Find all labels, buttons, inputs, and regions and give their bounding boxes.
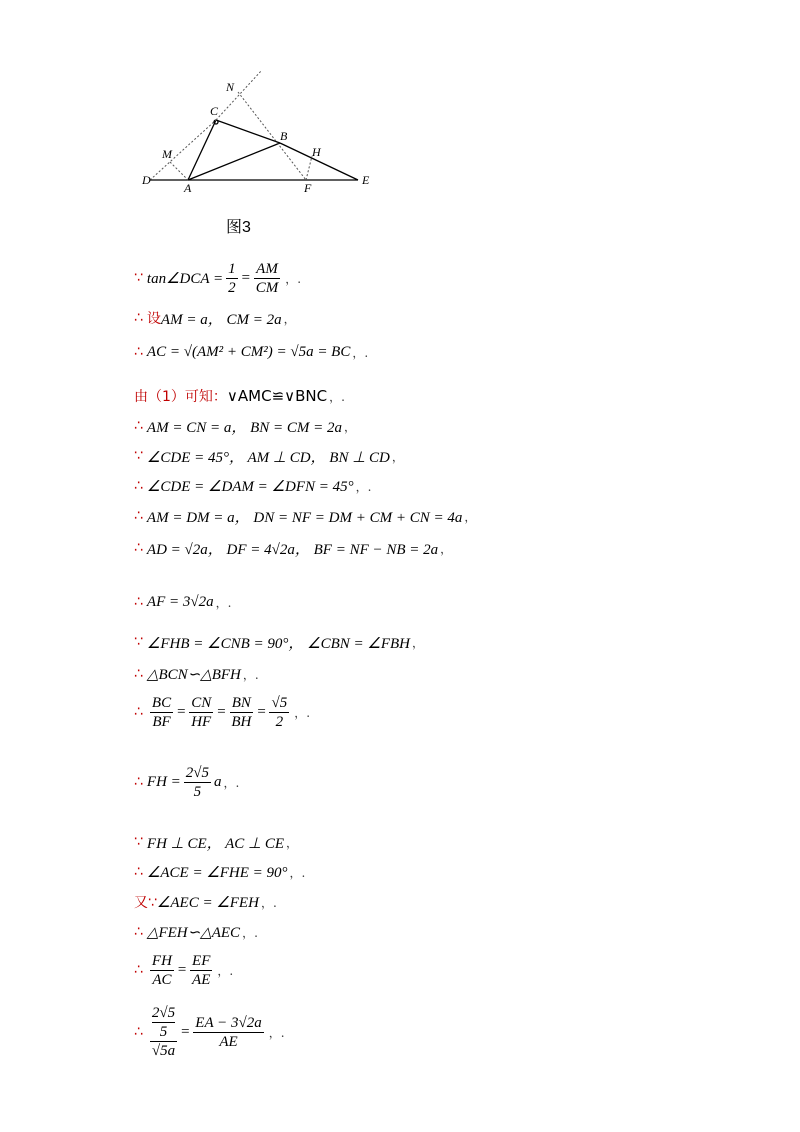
line-AB (188, 143, 280, 180)
step-14: ∴ FH = $\frac{2√5}{5}$ a ，. (134, 764, 240, 800)
label-B: B (280, 129, 288, 143)
label-C: C (210, 104, 219, 118)
step-5: ∴ AM = CN = a， BN = CM = 2a ， (134, 418, 357, 436)
label-N: N (226, 80, 235, 94)
step-15: ∵ FH ⊥ CE， AC ⊥ CE ， (134, 834, 299, 852)
step-9: ∴ AD = √2a， DF = 4√2a， BF = NF − NB = 2a ， (134, 540, 453, 558)
step-17: 又∵ ∠AEC = ∠FEH ，. (134, 894, 277, 911)
step-19: ∴ $\frac{FH}{AC}$ = $\frac{EF}{AE}$ ，. (134, 952, 234, 988)
step-12: ∴ △BCN∽△BFH ，. (134, 666, 259, 683)
step-18: ∴ △FEH∽△AEC ，. (134, 924, 258, 941)
step-1: ∵ tan∠DCA = $\frac{1}{2}$ = $\frac{AM}{CM}$ ，. (134, 260, 302, 296)
step-10: ∴ AF = 3√2a ，. (134, 593, 232, 610)
step-11: ∵ ∠FHB = ∠CNB = 90°， ∠CBN = ∠FBH ， (134, 634, 425, 652)
step-16: ∴ ∠ACE = ∠FHE = 90° ，. (134, 864, 306, 881)
line-MA-dashed (170, 162, 188, 180)
label-E: E (362, 173, 370, 187)
step-13: ∴ $\frac{BC}{BF}$ = $\frac{CN}{HF}$ = $\frac{BN}{BH}$ = $\frac{√5}{2}$ ，. (134, 694, 311, 730)
label-F: F (304, 181, 312, 195)
step-3: ∴ AC = √(AM² + CM²) = √5a = BC ，. (134, 343, 369, 360)
line-FH-dashed (306, 156, 312, 180)
geometry-figure (130, 60, 390, 240)
label-H: H (312, 145, 321, 159)
line-CN-dashed (216, 70, 262, 120)
step-7: ∴ ∠CDE = ∠DAM = ∠DFN = 45° ，. (134, 478, 372, 495)
label-M: M (162, 147, 172, 161)
step-6: ∵ ∠CDE = 45°， AM ⊥ CD， BN ⊥ CD ， (134, 448, 404, 466)
step-2: ∴ 设 AM = a， CM = 2a ， (134, 310, 296, 328)
line-CB (216, 120, 280, 143)
label-D: D (142, 173, 151, 187)
step-20: ∴ 2√5 5 √5a = $\frac{EA - 3√2a}{AE}$ ，. (134, 1005, 285, 1059)
line-NF-dashed (238, 92, 306, 180)
figure-caption: 图3 (226, 219, 251, 236)
label-A: A (184, 181, 192, 195)
step-4: 由（1）可知： ∨AMC≌∨BNC ，. (134, 387, 345, 405)
line-DC-dashed (150, 120, 216, 180)
step-8: ∴ AM = DM = a， DN = NF = DM + CM + CN = 4a ， (134, 508, 477, 526)
